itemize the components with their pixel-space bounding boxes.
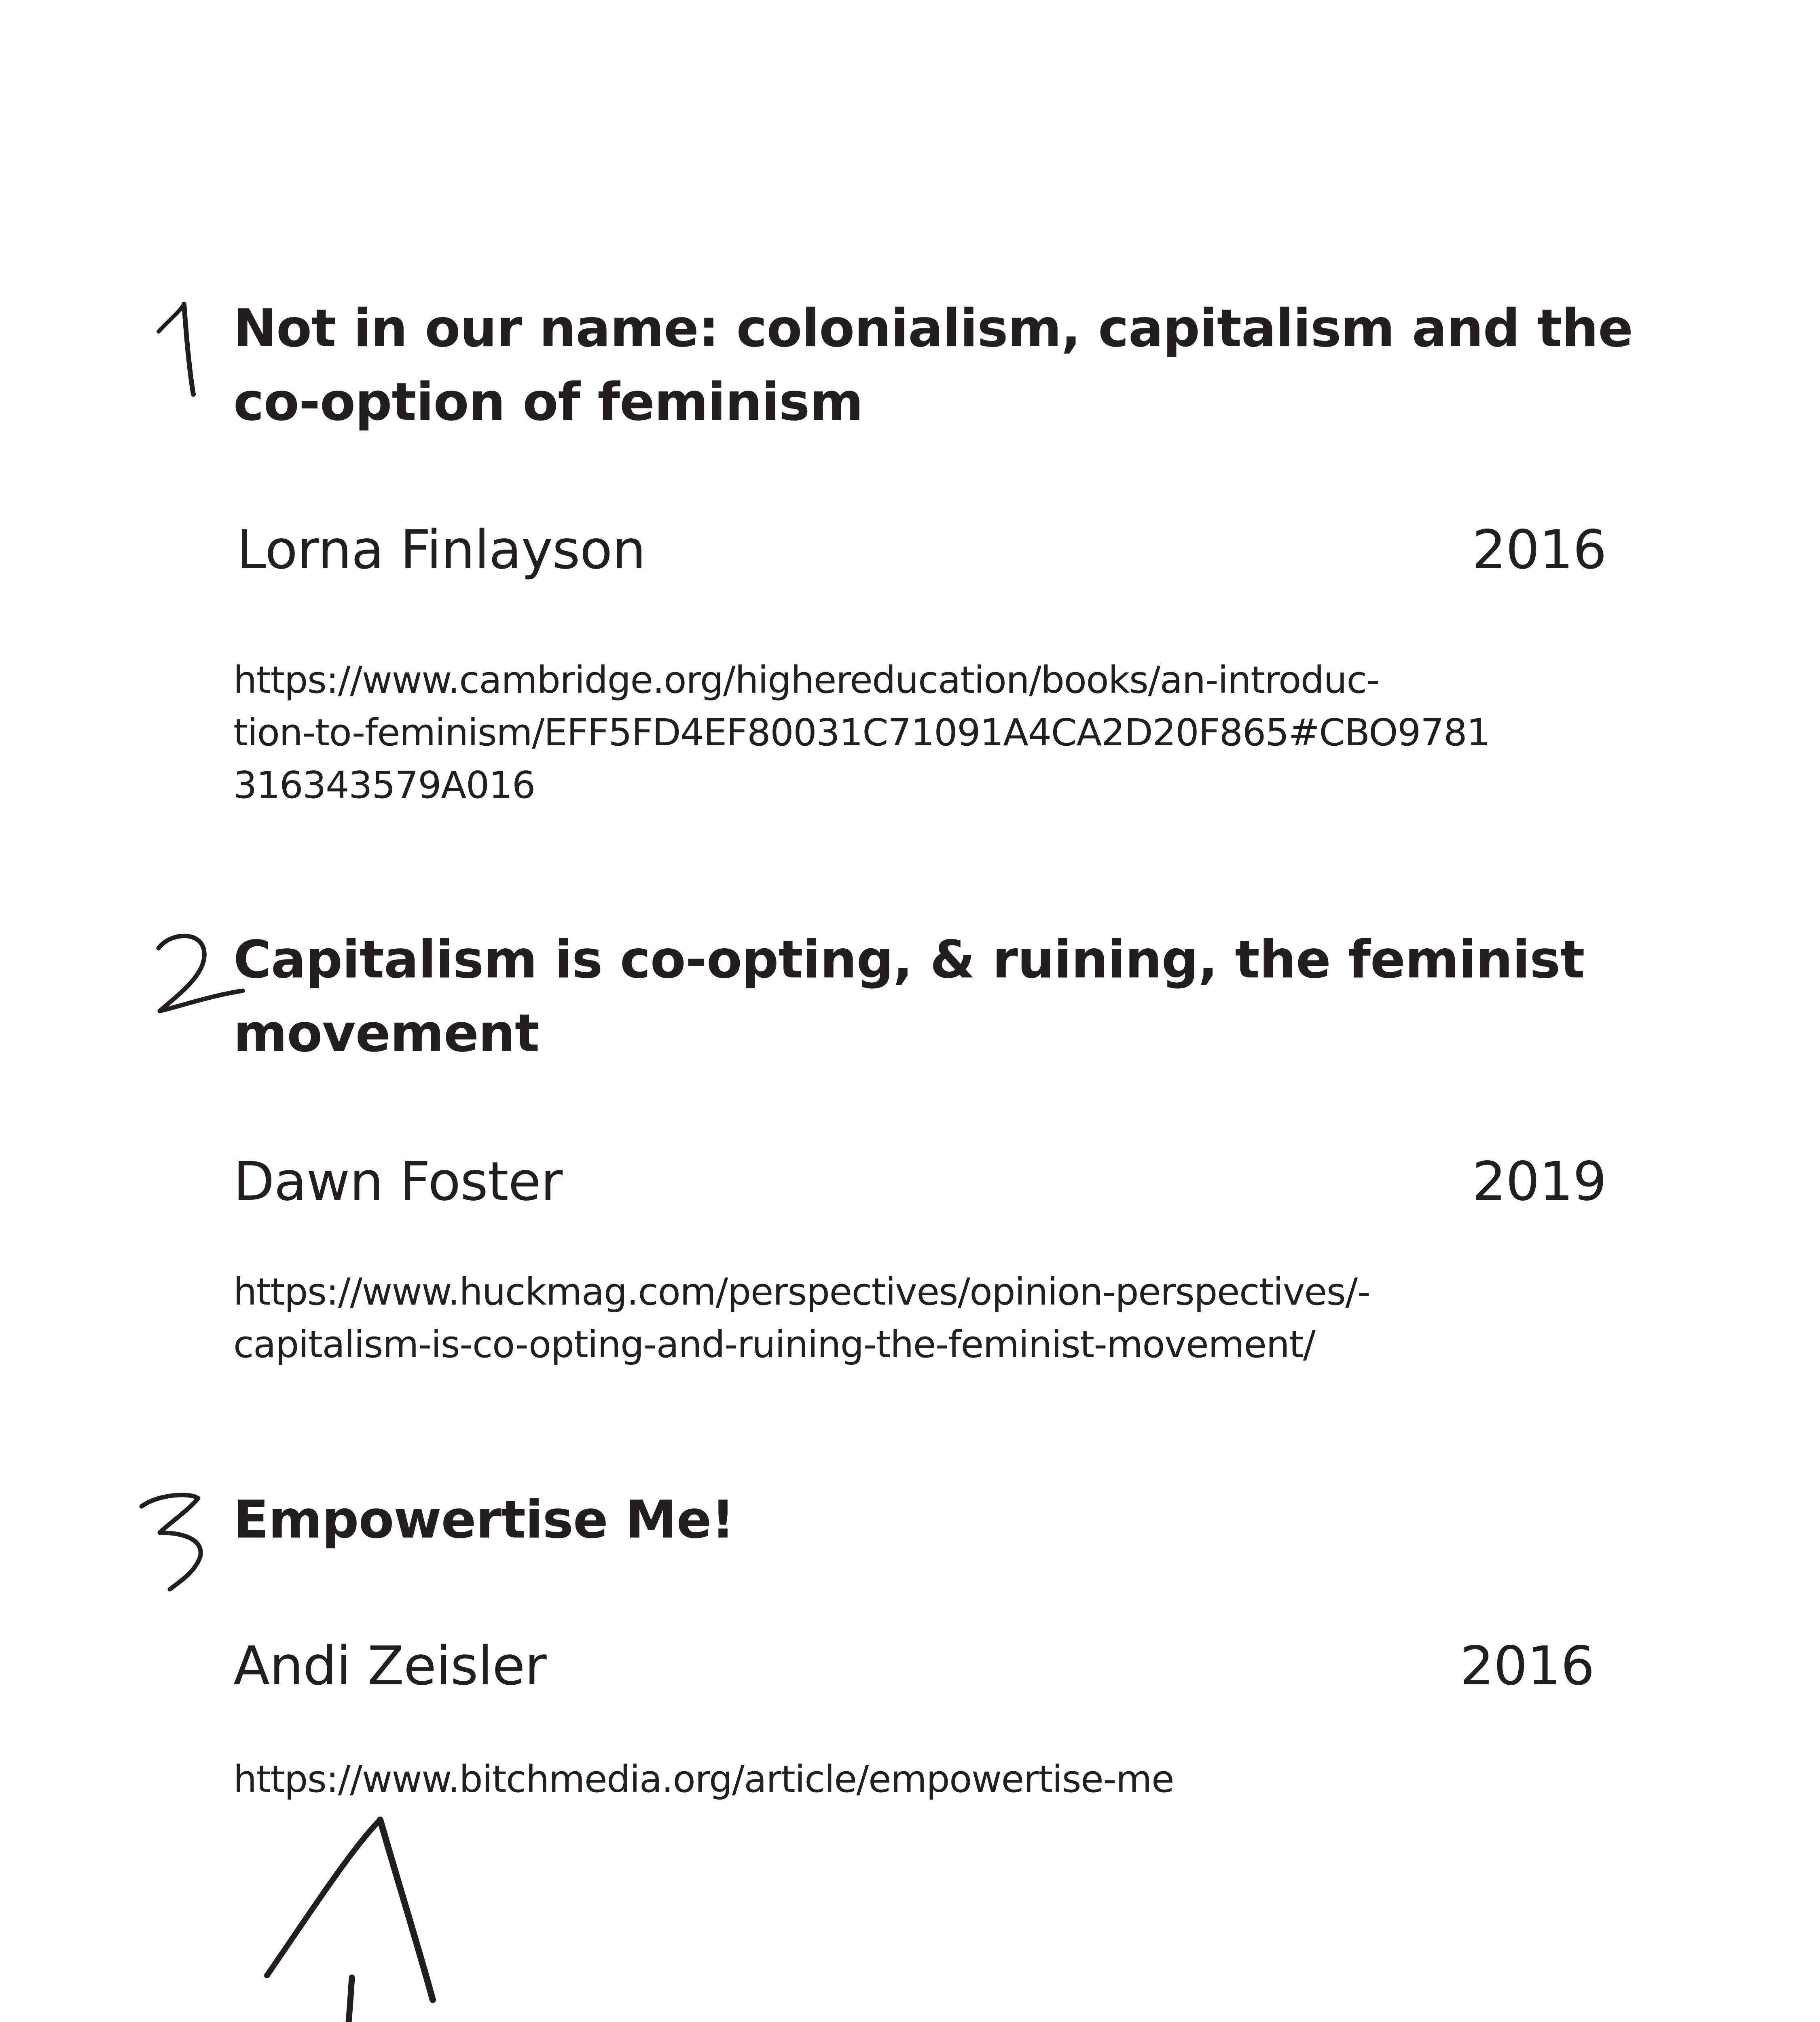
handwritten-number-3-icon [142, 1495, 201, 1589]
reference-2-year: 2019 [1472, 1151, 1606, 1213]
hand-drawn-arrow-icon [0, 1820, 433, 2022]
handwritten-number-2-icon [159, 936, 243, 1011]
reference-2-title-line-1: Capitalism is co-opting, & ruining, the feminist [233, 930, 1585, 990]
reference-1-url-line-3[interactable]: 316343579A016 [233, 764, 535, 807]
reference-2-title-line-2: movement [233, 1003, 540, 1064]
reference-2-author: Dawn Foster [233, 1151, 563, 1213]
reference-3-year: 2016 [1460, 1635, 1594, 1697]
reference-3-author: Andi Zeisler [233, 1635, 546, 1697]
reference-1-url-line-1[interactable]: https://www.cambridge.org/highereducation/books/an-introduc- [233, 658, 1380, 702]
handwritten-number-1-icon [159, 304, 193, 394]
reference-2-url-line-2[interactable]: capitalism-is-co-opting-and-ruining-the-feminist-movement/ [233, 1323, 1315, 1366]
reference-2-url-line-1[interactable]: https://www.huckmag.com/perspectives/opinion-perspectives/- [233, 1270, 1370, 1313]
reference-1-title-line-1: Not in our name: colonialism, capitalism and the [233, 298, 1633, 359]
reference-1-year: 2016 [1472, 519, 1606, 581]
reference-1-url-line-2[interactable]: tion-to-feminism/EFF5FD4EF80031C71091A4CA2D20F865#CBO9781 [233, 711, 1490, 754]
reference-3-title-line-1: Empowertise Me! [233, 1490, 734, 1550]
reference-1-author: Lorna Finlayson [237, 519, 645, 581]
reference-1-title-line-2: co-option of feminism [233, 372, 863, 432]
reference-3-url-line-1[interactable]: https://www.bitchmedia.org/article/empowertise-me [233, 1758, 1174, 1801]
